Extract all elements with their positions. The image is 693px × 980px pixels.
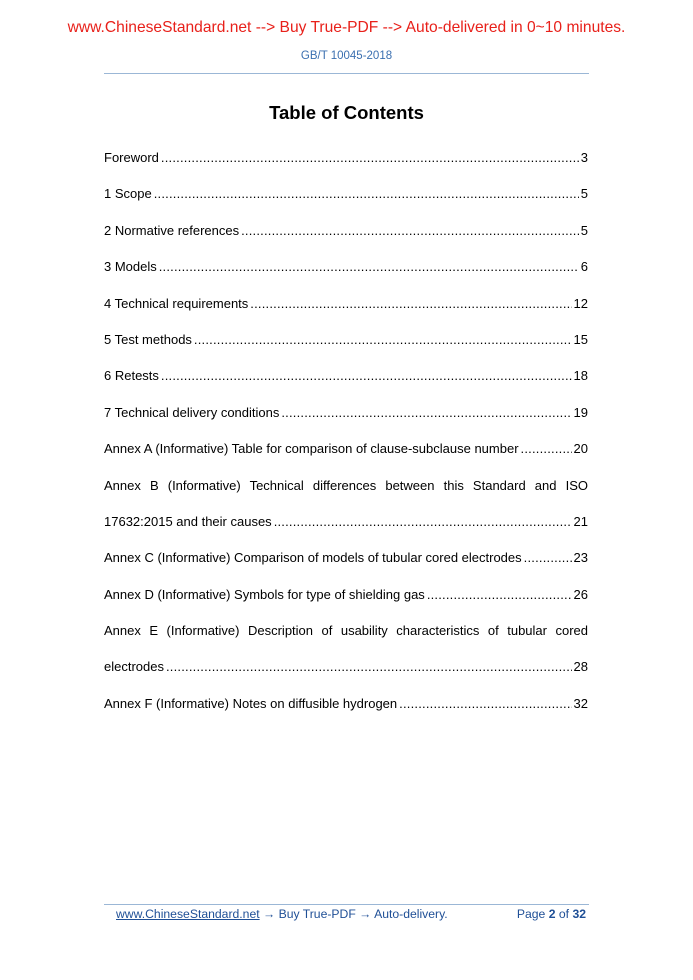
toc-entry-label: 7 Technical delivery conditions <box>104 404 280 420</box>
dot-leader <box>241 221 579 241</box>
toc-entry-annex-b[interactable] <box>104 512 588 548</box>
toc-entry-page: 5 <box>580 186 588 202</box>
toc-entry-page: 28 <box>573 659 588 675</box>
toc-entry-label: 5 Test methods <box>104 331 192 347</box>
of-word: of <box>558 907 570 921</box>
toc-entry-label: 6 Retests <box>104 368 159 384</box>
toc-entry-page: 18 <box>573 368 588 384</box>
toc-entry-annex-a[interactable] <box>104 439 588 475</box>
toc-entry-technical-delivery-conditions[interactable] <box>104 403 588 439</box>
toc-entry-label: electrodes <box>104 659 164 675</box>
toc-entry-label: 2 Normative references <box>104 222 240 238</box>
toc-entry-label: Foreword <box>104 150 159 165</box>
dot-leader <box>250 294 571 314</box>
toc-entry-test-methods[interactable] <box>104 330 588 366</box>
toc-entry-annex-e[interactable] <box>104 657 588 693</box>
total-pages: 32 <box>572 907 586 921</box>
toc-entry-page: 6 <box>580 259 588 275</box>
toc-entry-page: 23 <box>573 550 588 566</box>
current-page: 2 <box>548 907 556 921</box>
toc-entry-models[interactable] <box>104 257 588 293</box>
page-word: Page <box>516 907 546 921</box>
toc-entry-label: Annex D (Informative) Symbols for type of shielding gas <box>104 586 425 602</box>
toc-entry-normative-references[interactable] <box>104 221 588 257</box>
dot-leader <box>399 694 571 714</box>
table-of-contents <box>104 148 588 730</box>
dot-leader <box>166 657 572 677</box>
toc-entry-page: 12 <box>573 295 588 311</box>
dot-leader <box>161 148 579 168</box>
dot-leader <box>154 184 579 204</box>
toc-entry-label: 3 Models <box>104 259 157 275</box>
standard-code: GB/T 10045-2018 <box>300 50 393 62</box>
toc-entry-label: Annex C (Informative) Comparison of models of tubular cored electrodes <box>104 550 522 566</box>
footer-site-link[interactable]: www.ChineseStandard.net <box>116 907 260 921</box>
footer-divider <box>104 904 589 905</box>
page-number <box>517 907 586 921</box>
page-footer <box>116 907 586 921</box>
toc-entry-page: 5 <box>580 222 588 238</box>
dot-leader <box>161 366 572 386</box>
dot-leader <box>524 548 572 568</box>
toc-entry-annex-e-line1[interactable]: Annex E (Informative) Description of usability characteristics of tubular cored <box>104 623 588 639</box>
dot-leader <box>194 330 572 350</box>
toc-entry-page: 3 <box>580 150 588 165</box>
toc-entry-annex-c[interactable] <box>104 548 588 584</box>
toc-entry-page: 20 <box>573 441 588 457</box>
toc-entry-page: 32 <box>573 695 588 711</box>
toc-entry-foreword[interactable] <box>104 148 588 184</box>
dot-leader <box>281 403 571 423</box>
toc-entry-retests[interactable] <box>104 366 588 402</box>
footer-promo-text: → Buy True-PDF → Auto-delivery. <box>263 907 448 921</box>
dot-leader <box>427 585 572 605</box>
header-divider <box>104 73 589 74</box>
header-banner[interactable]: www.ChineseStandard.net --> Buy True-PDF --> Auto-delivered in 0~10 minutes. <box>67 19 626 36</box>
toc-entry-annex-b-line1[interactable]: Annex B (Informative) Technical differences between this Standard and ISO <box>104 477 588 493</box>
toc-entry-label: 17632:2015 and their causes <box>104 513 272 529</box>
toc-entry-annex-d[interactable] <box>104 585 588 621</box>
toc-entry-page: 21 <box>573 513 588 529</box>
toc-entry-page: 26 <box>573 586 588 602</box>
toc-entry-label: Annex A (Informative) Table for comparison of clause-subclause number <box>104 441 519 457</box>
toc-entry-annex-f[interactable] <box>104 694 588 730</box>
toc-entry-technical-requirements[interactable] <box>104 294 588 330</box>
toc-entry-page: 15 <box>573 331 588 347</box>
page-title: Table of Contents <box>269 102 424 123</box>
dot-leader <box>274 512 572 532</box>
toc-entry-label: Annex F (Informative) Notes on diffusible hydrogen <box>104 695 398 711</box>
toc-entry-page: 19 <box>573 404 588 420</box>
dot-leader <box>521 439 572 459</box>
toc-entry-scope[interactable] <box>104 184 588 220</box>
toc-entry-label: 4 Technical requirements <box>104 295 249 311</box>
dot-leader <box>159 257 579 277</box>
toc-entry-label: 1 Scope <box>104 186 152 202</box>
